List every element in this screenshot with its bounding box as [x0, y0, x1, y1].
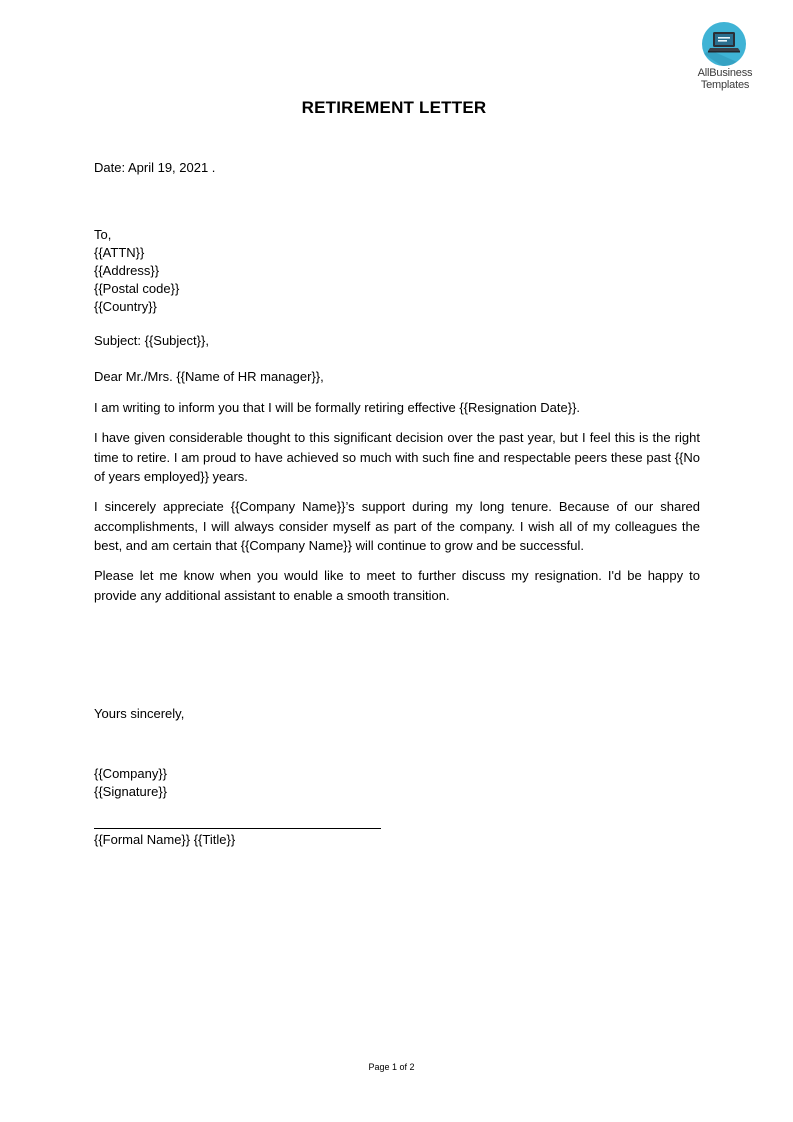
closing: Yours sincerely, [94, 706, 185, 721]
page-footer: Page 1 of 2 [368, 1062, 415, 1072]
logo-text-line1: AllBusiness [697, 67, 753, 79]
paragraph-2: I have given considerable thought to this significant decision over the past year, but I feel this is the right time to retire. I am proud to have achieved so much with such fine and respectable peers these past {{No of years employed}} years. [94, 430, 700, 484]
recipient-postal-code: {{Postal code}} [94, 281, 180, 296]
recipient-address: {{Address}} [94, 263, 160, 278]
signature-name-title: {{Formal Name}} {{Title}} [94, 832, 236, 847]
signature-placeholder: {{Signature}} [94, 784, 168, 799]
logo-text [689, 67, 761, 91]
logo-circle [702, 22, 746, 66]
laptop-icon [702, 22, 746, 66]
allbusiness-templates-logo [689, 22, 761, 94]
document-title: RETIREMENT LETTER [301, 98, 487, 117]
signature-rule [94, 828, 381, 829]
recipient-attn: {{ATTN}} [94, 245, 145, 260]
recipient-to: To, [94, 227, 112, 242]
paragraph-3: I sincerely appreciate {{Company Name}}’s support during my long tenure. Because of our shared accomplishments, I will always consider myself as part of the company. I wish all of my colleagues the best, and am certain that {{Company Name}} will continue to grow and be successful. [94, 499, 700, 553]
logo-text-line2: Templates [700, 79, 750, 91]
signature-company: {{Company}} [94, 766, 168, 781]
date-line: Date: April 19, 2021 . [94, 160, 216, 175]
paragraph-4: Please let me know when you would like to meet to further discuss my resignation. I'd be happy to provide any additional assistant to enable a smooth transition. [94, 568, 700, 603]
recipient-country: {{Country}} [94, 299, 157, 314]
subject-line: Subject: {{Subject}}, [94, 333, 209, 348]
paragraph-1: I am writing to inform you that I will be formally retiring effective {{Resignation Date}}. [94, 400, 581, 415]
greeting: Dear Mr./Mrs. {{Name of HR manager}}, [94, 369, 324, 384]
